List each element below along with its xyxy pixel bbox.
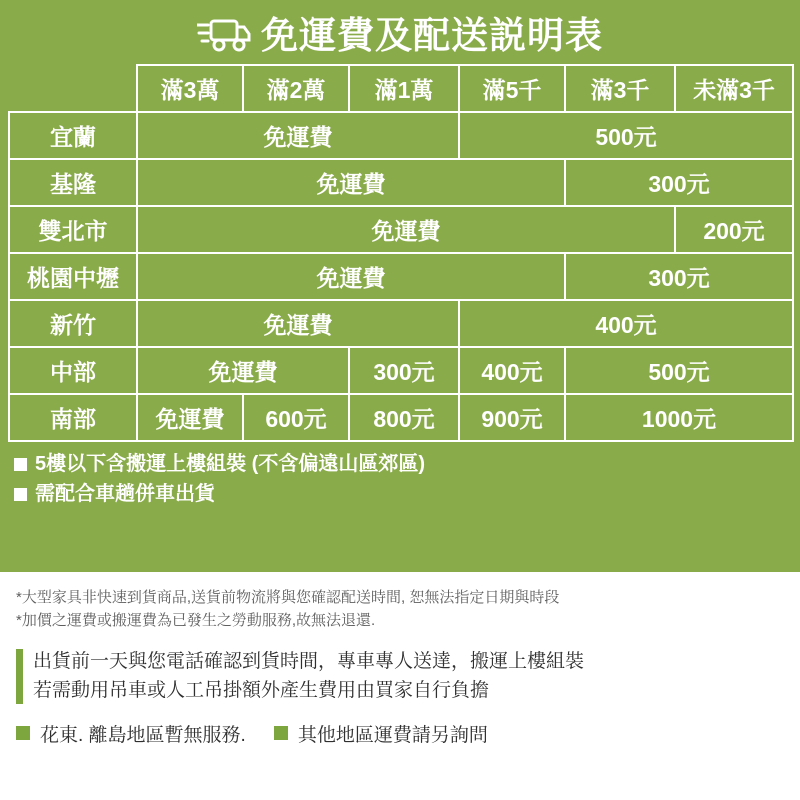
square-bullet-icon: [14, 488, 27, 501]
table-row: [9, 159, 793, 206]
fee-cell: 600元: [243, 394, 349, 441]
table-body: [9, 112, 793, 441]
square-bullet-icon: [14, 458, 27, 471]
highlight-block: [16, 649, 784, 704]
fee-cell: 900元: [459, 394, 565, 441]
page-title: [0, 0, 800, 64]
notes-list: [0, 442, 800, 506]
column-header: 滿5千: [459, 65, 565, 112]
fee-cell: 400元: [459, 347, 565, 394]
fee-cell: 免運費: [137, 253, 565, 300]
fee-cell: 免運費: [137, 300, 459, 347]
disclaimer-text: *加價之運費或搬運費為已發生之勞動服務,故無法退還.: [16, 612, 376, 630]
highlight-text: 出貨前一天與您電話確認到貨時間，專車專人送達，搬運上樓組裝: [33, 650, 585, 672]
highlight-text: 若需動用吊車或人工吊掛額外產生費用由買家自行負擔: [33, 680, 490, 702]
fee-cell: 400元: [459, 300, 793, 347]
fee-cell: 300元: [565, 159, 793, 206]
table-row: [9, 206, 793, 253]
row-header-region: 宜蘭: [9, 112, 137, 159]
table-row: [9, 347, 793, 394]
table-corner-cell: [9, 65, 137, 112]
table-row: [9, 394, 793, 441]
fee-cell: 500元: [459, 112, 793, 159]
fee-cell: 1000元: [565, 394, 793, 441]
column-header: 滿1萬: [349, 65, 459, 112]
row-header-region: 中部: [9, 347, 137, 394]
table-row: [9, 300, 793, 347]
row-header-region: 新竹: [9, 300, 137, 347]
fee-cell: 免運費: [137, 206, 675, 253]
fee-cell: 免運費: [137, 394, 243, 441]
column-header: 滿3千: [565, 65, 675, 112]
fee-cell: 免運費: [137, 112, 459, 159]
fee-cell: 800元: [349, 394, 459, 441]
row-header-region: 南部: [9, 394, 137, 441]
fee-cell: 免運費: [137, 159, 565, 206]
fee-cell: 300元: [565, 253, 793, 300]
row-header-region: 桃園中壢: [9, 253, 137, 300]
row-header-region: 雙北市: [9, 206, 137, 253]
column-header: 滿3萬: [137, 65, 243, 112]
note-text: 5樓以下含搬運上樓組裝 (不含偏遠山區郊區): [35, 453, 425, 475]
fee-table: [8, 64, 794, 442]
note-text: 需配合車趟併車出貨: [35, 483, 215, 505]
fee-cell: 免運費: [137, 347, 349, 394]
vertical-bar-accent: [16, 649, 23, 704]
square-bullet-icon: [16, 726, 30, 740]
fee-cell: 500元: [565, 347, 793, 394]
footer-notes: [16, 720, 784, 747]
square-bullet-icon: [274, 726, 288, 740]
column-header: 滿2萬: [243, 65, 349, 112]
table-row: [9, 112, 793, 159]
disclaimer-text: *大型家具非快速到貨商品,送貨前物流將與您確認配送時間, 恕無法指定日期與時段: [16, 589, 560, 606]
table-row: [9, 253, 793, 300]
disclaimer-section: [0, 572, 800, 800]
row-header-region: 基隆: [9, 159, 137, 206]
footer-text: 花東. 離島地區暫無服務.: [40, 724, 246, 746]
title-text: 免運費及配送説明表: [261, 14, 603, 56]
fee-cell: 300元: [349, 347, 459, 394]
note-item: [14, 452, 786, 476]
fee-cell: 200元: [675, 206, 793, 253]
note-item: [14, 482, 786, 506]
footer-text: 其他地區運費請另詢問: [297, 724, 488, 746]
truck-icon: [197, 15, 251, 55]
column-header: 未滿3千: [675, 65, 793, 112]
fee-table-wrapper: [0, 64, 800, 442]
table-header-row: [9, 65, 793, 112]
